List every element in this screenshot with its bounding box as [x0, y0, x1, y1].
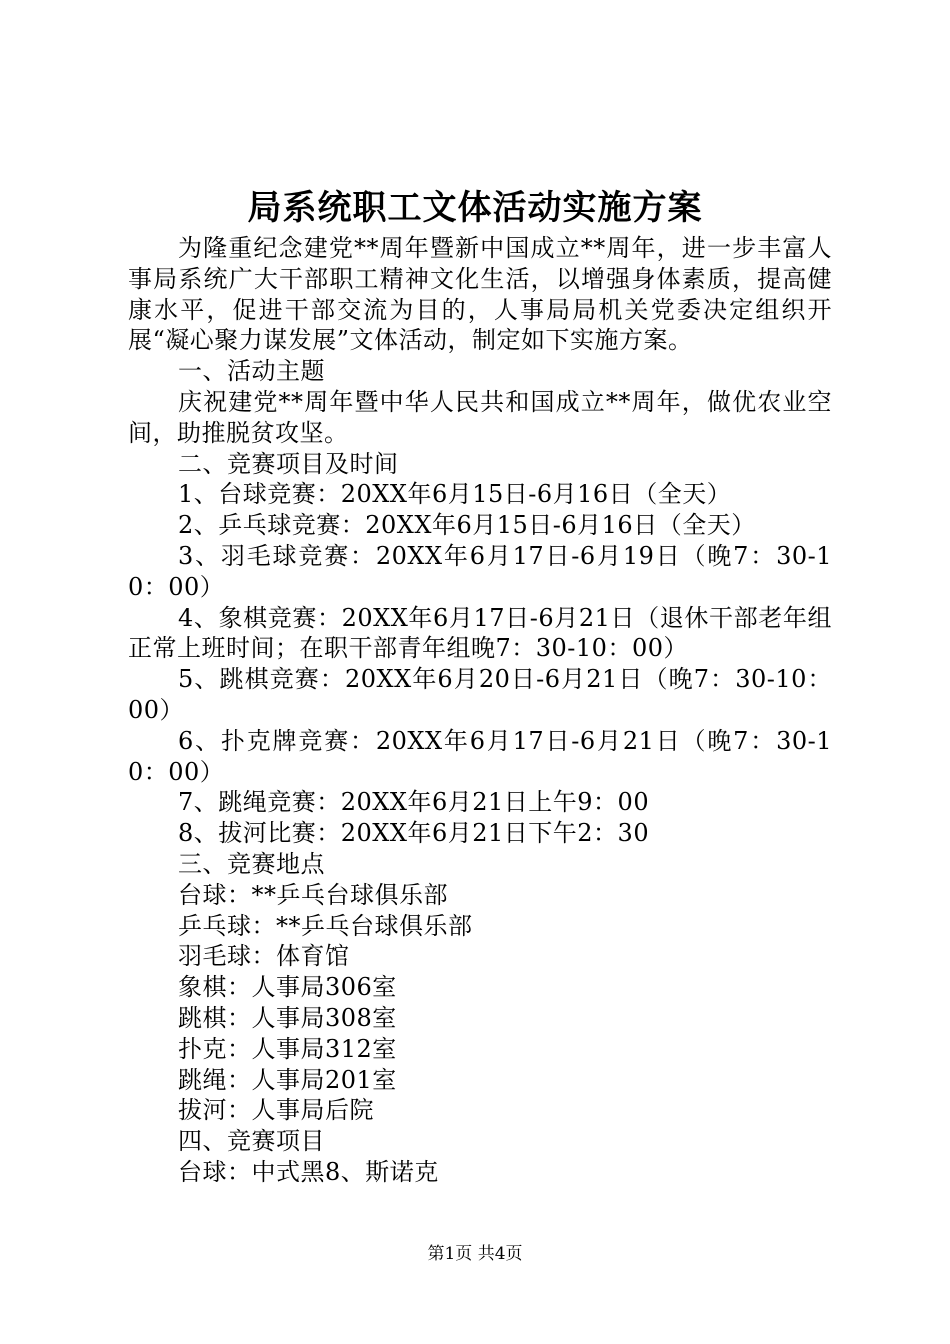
schedule-item: 7、跳绳竞赛：20XX年6月21日上午9：00	[178, 788, 650, 817]
schedule-item: 6、扑克牌竞赛：20XX年6月17日-6月21日（晚7：30-10：00）	[128, 726, 832, 786]
venue-item: 跳绳：人事局201室	[178, 1065, 397, 1094]
schedule-item: 8、拔河比赛：20XX年6月21日下午2：30	[178, 819, 650, 848]
schedule-item: 3、羽毛球竞赛：20XX年6月17日-6月19日（晚7：30-10：00）	[128, 541, 832, 601]
venue-item: 拔河：人事局后院	[178, 1096, 374, 1125]
venue-item: 跳棋：人事局308室	[178, 1003, 397, 1032]
paragraph-theme: 庆祝建党**周年暨中华人民共和国成立**周年，做优农业空间，助推脱贫攻坚。	[128, 387, 832, 447]
document-body	[128, 233, 832, 1188]
venue-item: 乒乓球：**乒乓台球俱乐部	[178, 911, 473, 940]
heading-activity-theme: 一、活动主题	[178, 357, 325, 386]
venue-item: 台球：**乒乓台球俱乐部	[178, 880, 448, 909]
paragraph-intro: 为隆重纪念建党**周年暨新中国成立**周年，进一步丰富人事局系统广大干部职工精神文化生活，以增强身体素质，提高健康水平，促进干部交流为目的，人事局局机关党委决定组织开展“凝心聚力谋发展”文体活动，制定如下实施方案。	[128, 234, 832, 355]
heading-events-and-time: 二、竞赛项目及时间	[178, 449, 399, 478]
schedule-item: 4、象棋竞赛：20XX年6月17日-6月21日（退休干部老年组正常上班时间；在职干部青年组晚7：30-10：00）	[128, 603, 832, 663]
heading-competition-events: 四、竞赛项目	[178, 1127, 325, 1156]
venue-item: 羽毛球：体育馆	[178, 942, 350, 971]
heading-venues: 三、竞赛地点	[178, 849, 325, 878]
schedule-item: 5、跳棋竞赛：20XX年6月20日-6月21日（晚7：30-10：00）	[128, 665, 832, 724]
schedule-item: 2、乒乓球竞赛：20XX年6月15日-6月16日（全天）	[178, 511, 756, 540]
event-item: 台球：中式黑8、斯诺克	[178, 1157, 439, 1186]
venue-item: 象棋：人事局306室	[178, 973, 397, 1002]
schedule-item: 1、台球竞赛：20XX年6月15日-6月16日（全天）	[178, 480, 732, 509]
page-footer: 第1页 共4页	[427, 1244, 523, 1264]
venue-item: 扑克：人事局312室	[178, 1034, 397, 1063]
document-title: 局系统职工文体活动实施方案	[247, 188, 703, 228]
